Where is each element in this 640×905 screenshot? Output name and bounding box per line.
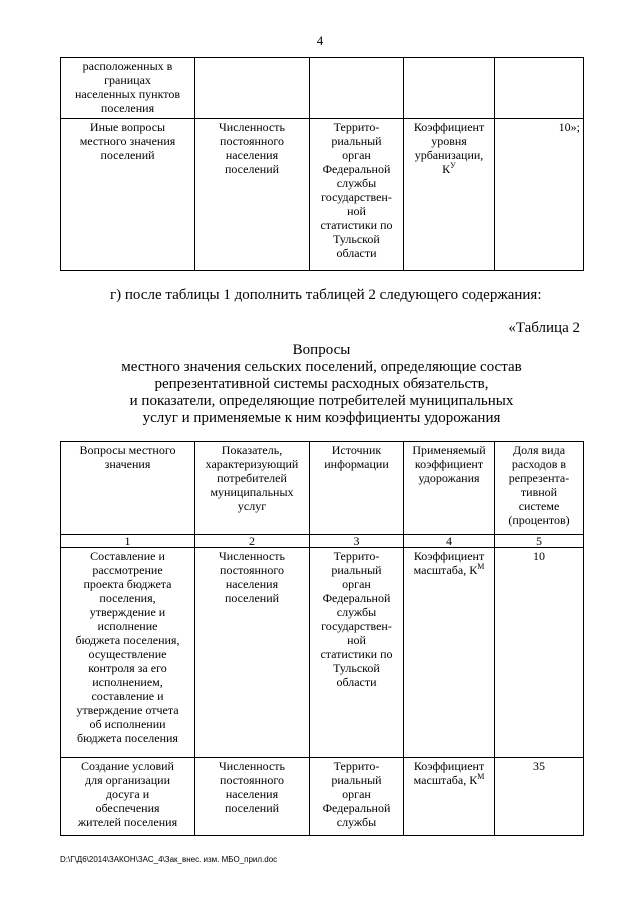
table-cell xyxy=(404,548,495,758)
table-header-row xyxy=(61,442,584,535)
table-cell: 35 xyxy=(495,758,584,836)
column-number: 2 xyxy=(195,535,310,548)
file-path-footer: D:\Г\Д6\2014\ЗАКОН\ЗАС_4\Зак_внес. изм. МБО_прил.doc xyxy=(60,855,278,864)
table-row xyxy=(61,548,584,758)
table-cell xyxy=(195,58,310,119)
table-label: «Таблица 2 xyxy=(508,320,580,336)
coefficient-superscript: М xyxy=(477,562,485,571)
table-cell xyxy=(404,758,495,836)
column-number: 3 xyxy=(310,535,404,548)
column-number: 4 xyxy=(404,535,495,548)
table-cell: 10»; xyxy=(495,119,584,271)
coefficient-text: Коэффициент масштаба, К xyxy=(413,549,485,577)
column-number: 1 xyxy=(61,535,195,548)
coefficient-text: Коэффициент масштаба, К xyxy=(413,759,485,787)
page-number: 4 xyxy=(316,33,324,48)
table-cell xyxy=(310,58,404,119)
column-header: Применяемый коэффициент удорожания xyxy=(404,442,495,535)
table-cell: расположенных в границах населенных пунктов поселения xyxy=(61,58,195,119)
table-cell: Террито- риальный орган Федеральной службы государствен- ной статистики по Тульской области xyxy=(310,119,404,271)
instruction-text: г) после таблицы 1 дополнить таблицей 2 следующего содержания: xyxy=(110,287,542,303)
table-cell: Иные вопросы местного значения поселений xyxy=(61,119,195,271)
column-numbers-row xyxy=(61,535,584,548)
column-number: 5 xyxy=(495,535,584,548)
table-cell xyxy=(495,58,584,119)
table-cell: Террито- риальный орган Федеральной службы государствен- ной статистики по Тульской области xyxy=(310,548,404,758)
coefficient-superscript: У xyxy=(450,161,456,170)
table-cell: Численность постоянного населения поселений xyxy=(195,119,310,271)
table-row xyxy=(61,119,584,271)
column-header: Вопросы местного значения xyxy=(61,442,195,535)
top-table xyxy=(60,57,584,271)
table-row xyxy=(61,758,584,836)
bottom-table xyxy=(60,441,584,836)
column-header: Источник информации xyxy=(310,442,404,535)
column-header: Доля вида расходов в репрезента- тивной системе (процентов) xyxy=(495,442,584,535)
column-header: Показатель, характеризующий потребителей муниципальных услуг xyxy=(195,442,310,535)
table-cell: Численность постоянного населения поселений xyxy=(195,548,310,758)
table-cell xyxy=(404,58,495,119)
coefficient-text: Коэффициент уровня урбанизации, К xyxy=(413,120,485,176)
table-cell: Создание условий для организации досуга и обеспечения жителей поселения xyxy=(61,758,195,836)
table-cell: Составление и рассмотрение проекта бюджета поселения, утверждение и исполнение бюджета поселения, осуществление контроля за его исполнением, составление и утверждение отчета об исполнении бюджета поселения xyxy=(61,548,195,758)
table-title: Вопросы местного значения сельских поселений, определяющие состав репрезентативной системы расходных обязательств, и показатели, определяющие потребителей муниципальных услуг и применяемые к ним коэффициенты удорожания xyxy=(121,342,522,426)
table-cell xyxy=(404,119,495,271)
table-row xyxy=(61,58,584,119)
table-cell: Террито- риальный орган Федеральной службы xyxy=(310,758,404,836)
coefficient-superscript: М xyxy=(477,772,485,781)
table-cell: 10 xyxy=(495,548,584,758)
table-cell: Численность постоянного населения поселений xyxy=(195,758,310,836)
